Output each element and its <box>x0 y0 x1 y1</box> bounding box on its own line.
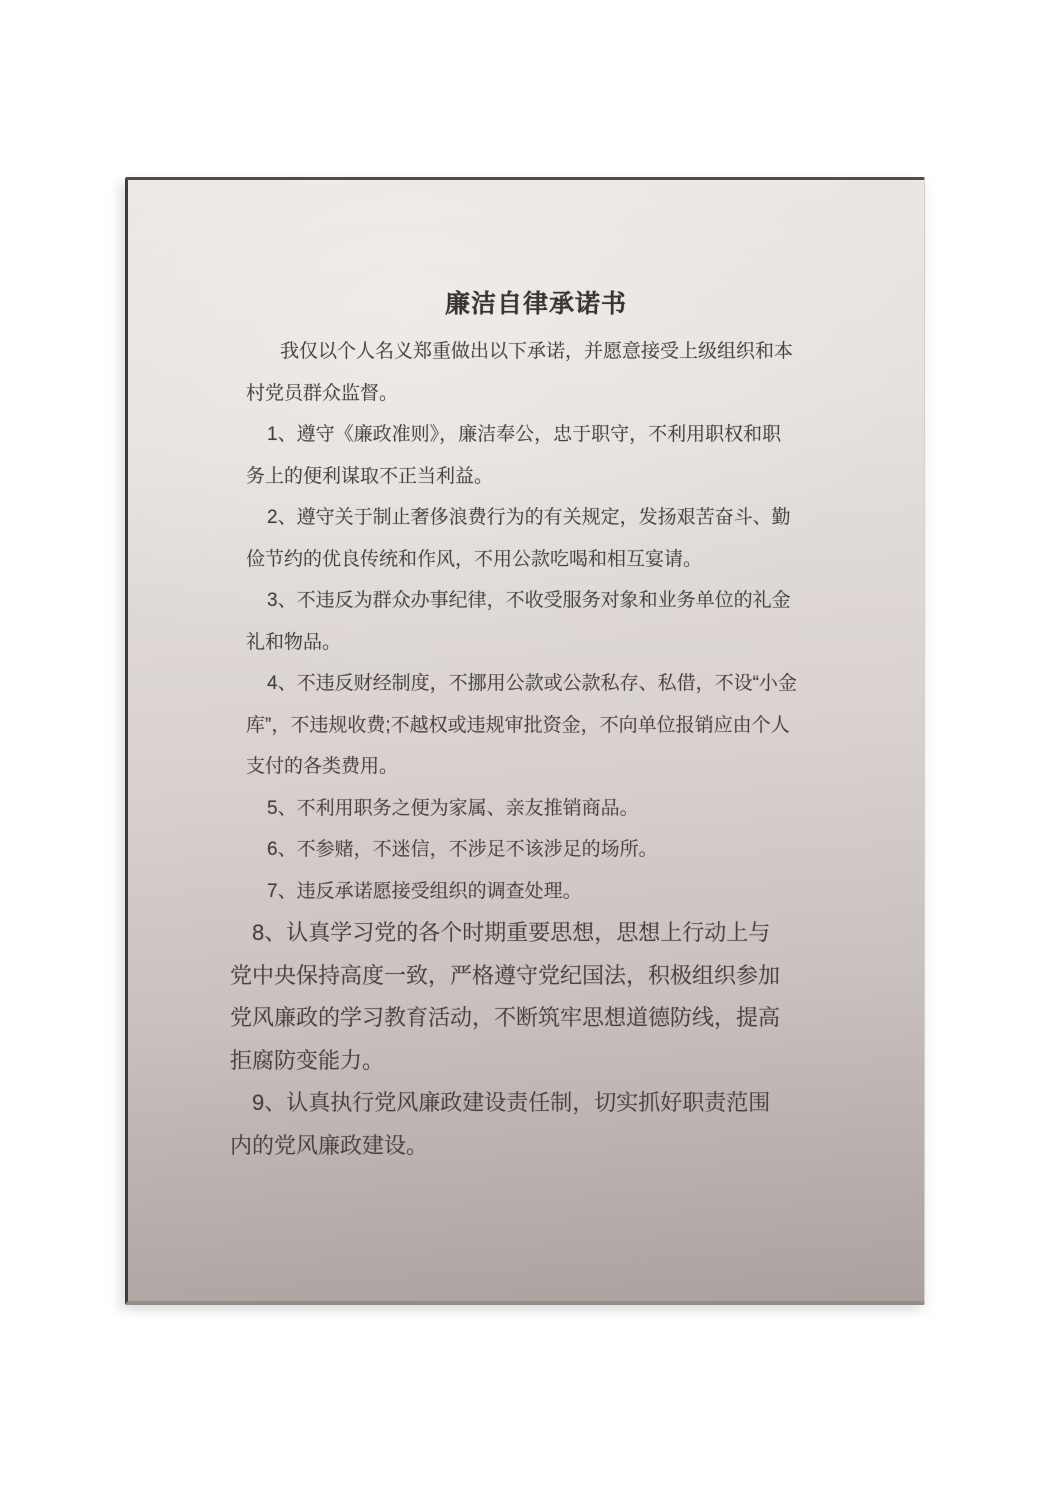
document-body <box>230 331 924 1167</box>
document-paragraph: 7、违反承诺愿接受组织的调查处理。 <box>267 880 582 902</box>
document-content <box>128 180 924 1167</box>
document-paragraph: 6、不参赌，不迷信，不涉足不该涉足的场所。 <box>267 839 658 860</box>
document-paragraph: 我仅以个人名义郑重做出以下承诺，并愿意接受上级组织和本村党员群众监督。 <box>246 341 794 404</box>
document-paragraph: 8、认真学习党的各个时期重要思想，思想上行动上与党中央保持高度一致，严格遵守党纪国法，积极组织参加党风廉政的学习教育活动，不断筑牢思想道德防线，提高拒腐防变能力。 <box>230 920 781 1073</box>
document-paragraph: 5、不利用职务之便为家属、亲友推销商品。 <box>267 797 639 819</box>
document-paragraph: 1、遵守《廉政准则》，廉洁奉公，忠于职守，不利用职权和职务上的便利谋取不正当利益。 <box>246 424 782 487</box>
document-paragraph: 9、认真执行党风廉政建设责任制，切实抓好职责范围内的党风廉政建设。 <box>230 1090 771 1158</box>
document-paragraph: 4、不违反财经制度，不挪用公款或公款私存、私借，不设“小金库”，不违规收费;不越权或违规审批资金，不向单位报销应由个人支付的各类费用。 <box>246 673 797 777</box>
document-title: 廉洁自律承诺书 <box>444 290 627 318</box>
document-paragraph: 3、不违反为群众办事纪律，不收受服务对象和业务单位的礼金礼和物品。 <box>246 590 791 653</box>
document-paragraph: 2、遵守关于制止奢侈浪费行为的有关规定，发扬艰苦奋斗、勤俭节约的优良传统和作风，不用公款吃喝和相互宴请。 <box>246 507 791 570</box>
document-photo <box>125 177 925 1305</box>
